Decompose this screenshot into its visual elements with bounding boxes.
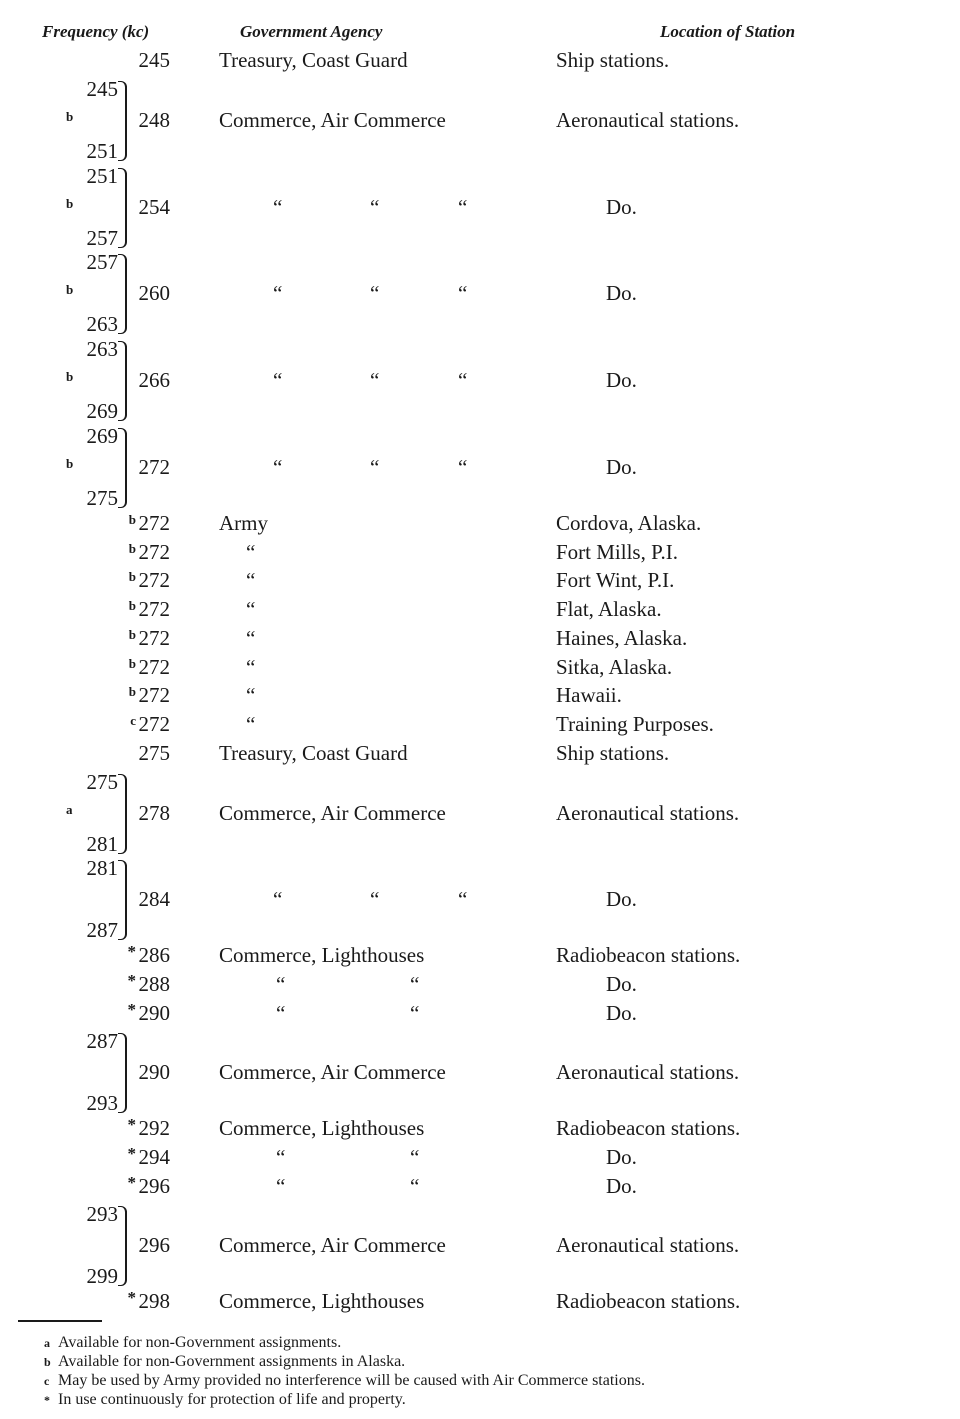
table-row: [0, 540, 960, 569]
footnote-mark: b: [66, 195, 74, 211]
frequency-value: 298: [138, 1289, 170, 1314]
agency-name: Treasury, Coast Guard: [219, 48, 408, 72]
frequency-value: 278: [138, 800, 170, 825]
range-low: 269: [86, 423, 118, 448]
range-row: [0, 770, 960, 856]
ditto-mark: “: [276, 1144, 286, 1169]
ditto-mark: “: [246, 683, 256, 708]
frequency-value: 272: [138, 654, 170, 679]
station-location: Aeronautical stations.: [556, 1233, 740, 1258]
footnote-mark: *: [127, 1143, 136, 1163]
ditto-mark: “: [458, 887, 468, 912]
range-brace: [118, 1206, 127, 1286]
station-location: Sitka, Alaska.: [556, 654, 673, 679]
table-row: [0, 741, 960, 770]
ditto-mark: “: [276, 1173, 286, 1198]
ditto-mark: “: [276, 971, 286, 996]
frequency-value: 296: [138, 1173, 170, 1198]
ditto-mark: “: [273, 368, 283, 393]
table-row: [0, 568, 960, 597]
range-brace: [118, 774, 127, 854]
range-brace: [118, 1033, 127, 1113]
range-low: 257: [86, 250, 118, 275]
frequency-value: 272: [138, 454, 170, 479]
station-location: Flat, Alaska.: [556, 597, 662, 621]
footnote-text: In use continuously for protection of life and property.: [58, 1391, 406, 1408]
ditto-mark: “: [273, 281, 283, 306]
station-location: Do.: [606, 1000, 637, 1025]
footnote-mark: *: [44, 1393, 50, 1407]
agency-name: Commerce, Air Commerce: [219, 1060, 446, 1085]
station-location: Cordova, Alaska.: [556, 510, 702, 535]
agency-name: Commerce, Air Commerce: [219, 107, 446, 132]
frequency-value: 254: [138, 194, 170, 219]
table-row: [0, 655, 960, 684]
station-location: Fort Wint, P.I.: [556, 568, 675, 593]
frequency-value: 260: [138, 281, 170, 306]
range-high: 293: [86, 1091, 118, 1116]
header-location: Location of Station: [660, 22, 796, 41]
table-row: [0, 48, 960, 77]
frequency-value: 290: [138, 1060, 170, 1085]
range-row: [0, 77, 960, 163]
station-location: Do.: [606, 971, 637, 996]
ditto-mark: “: [246, 712, 256, 736]
footnote-mark: *: [127, 1288, 136, 1308]
footnote-mark: b: [66, 455, 74, 471]
table-row: [0, 1145, 960, 1174]
station-location: Do.: [606, 887, 637, 912]
agency-name: Commerce, Lighthouses: [219, 1116, 425, 1141]
frequency-value: 245: [138, 48, 170, 72]
station-location: Radiobeacon stations.: [556, 943, 741, 968]
ditto-mark: “: [273, 887, 283, 912]
station-location: Radiobeacon stations.: [556, 1289, 741, 1314]
ditto-mark: “: [246, 539, 256, 564]
header-agency: Government Agency: [240, 22, 383, 41]
ditto-mark: “: [410, 971, 420, 996]
station-location: Ship stations.: [556, 48, 670, 72]
frequency-value: 272: [138, 510, 170, 535]
ditto-mark: “: [370, 281, 380, 306]
range-brace: [118, 860, 127, 940]
footnote-text: Available for non-Government assignments in Alaska.: [58, 1353, 406, 1370]
header-frequency: Frequency (kc): [42, 22, 150, 41]
footnote-mark: a: [66, 801, 73, 817]
table-row: [0, 712, 960, 741]
frequency-value: 294: [138, 1144, 170, 1169]
range-high: 281: [86, 831, 118, 856]
range-low: 281: [86, 856, 118, 881]
ditto-mark: “: [410, 1173, 420, 1198]
footnote-mark: *: [127, 1115, 136, 1135]
range-high: 257: [86, 225, 118, 250]
footnote-mark: b: [128, 626, 136, 642]
range-row: [0, 337, 960, 423]
footnote-mark: b: [66, 282, 74, 298]
footnote-mark: *: [127, 942, 136, 962]
footnote: [44, 1333, 342, 1353]
agency-name: Commerce, Air Commerce: [219, 1233, 446, 1258]
frequency-value: 272: [138, 597, 170, 621]
station-location: Do.: [606, 281, 637, 306]
range-low: 287: [86, 1029, 118, 1054]
range-row: [0, 164, 960, 250]
range-brace: [118, 428, 127, 508]
station-location: Do.: [606, 368, 637, 393]
frequency-value: 272: [138, 568, 170, 593]
table-row: [0, 1116, 960, 1145]
range-low: 275: [86, 769, 118, 794]
footnote-mark: *: [127, 1172, 136, 1192]
range-row: [0, 1202, 960, 1288]
footnote-mark: b: [66, 108, 74, 124]
ditto-mark: “: [246, 568, 256, 593]
table-row: [0, 597, 960, 626]
footnote-rule: [18, 1320, 102, 1322]
ditto-mark: “: [370, 368, 380, 393]
frequency-value: 272: [138, 683, 170, 708]
range-high: 299: [86, 1264, 118, 1289]
ditto-mark: “: [273, 454, 283, 479]
table-row: [0, 972, 960, 1001]
frequency-value: 248: [138, 107, 170, 132]
footnote-mark: b: [128, 540, 136, 556]
frequency-value: 290: [138, 1000, 170, 1025]
agency-name: Treasury, Coast Guard: [219, 740, 408, 765]
table-row: [0, 683, 960, 712]
range-low: 251: [86, 163, 118, 188]
station-location: Radiobeacon stations.: [556, 1116, 741, 1141]
table-row: [0, 626, 960, 655]
range-high: 263: [86, 312, 118, 337]
footnote-mark: b: [128, 511, 136, 527]
station-location: Do.: [606, 454, 637, 479]
footnote-mark: b: [66, 369, 74, 385]
range-row: [0, 1029, 960, 1115]
footnote: [44, 1352, 406, 1372]
ditto-mark: “: [458, 368, 468, 393]
agency-name: Commerce, Air Commerce: [219, 800, 446, 825]
station-location: Aeronautical stations.: [556, 107, 740, 132]
frequency-value: 286: [138, 943, 170, 968]
table-row: [0, 511, 960, 540]
frequency-value: 275: [138, 740, 170, 765]
station-location: Do.: [606, 1144, 637, 1169]
ditto-mark: “: [370, 454, 380, 479]
frequency-value: 296: [138, 1233, 170, 1258]
frequency-value: 272: [138, 712, 170, 736]
ditto-mark: “: [458, 454, 468, 479]
ditto-mark: “: [246, 625, 256, 650]
ditto-mark: “: [276, 1000, 286, 1025]
footnote-mark: b: [128, 598, 136, 613]
range-row: [0, 424, 960, 510]
agency-name: Commerce, Lighthouses: [219, 943, 425, 968]
table-row: [0, 1289, 960, 1318]
station-location: Ship stations.: [556, 740, 670, 765]
ditto-mark: “: [246, 597, 256, 621]
range-low: 245: [86, 76, 118, 101]
ditto-mark: “: [246, 654, 256, 679]
footnote: [44, 1371, 645, 1391]
range-high: 251: [86, 138, 118, 163]
frequency-value: 272: [138, 625, 170, 650]
table-row: [0, 1174, 960, 1203]
station-location: Training Purposes.: [556, 712, 714, 736]
ditto-mark: “: [410, 1144, 420, 1169]
station-location: Fort Mills, P.I.: [556, 539, 678, 564]
footnote-mark: b: [44, 1355, 51, 1369]
range-low: 293: [86, 1202, 118, 1227]
frequency-value: 288: [138, 971, 170, 996]
table-row: [0, 943, 960, 972]
agency-name: Army: [219, 510, 268, 535]
range-low: 263: [86, 337, 118, 362]
footnote-mark: b: [128, 655, 136, 671]
station-location: Do.: [606, 194, 637, 219]
footnote-mark: *: [127, 999, 136, 1019]
frequency-value: 284: [138, 887, 170, 912]
ditto-mark: “: [273, 194, 283, 219]
ditto-mark: “: [370, 887, 380, 912]
footnote-text: May be used by Army provided no interference will be caused with Air Commerce stations.: [58, 1372, 645, 1389]
station-location: Aeronautical stations.: [556, 1060, 740, 1085]
footnote-mark: *: [127, 970, 136, 990]
table-row: [0, 1001, 960, 1030]
range-brace: [118, 254, 127, 334]
footnote-mark: b: [128, 684, 136, 700]
range-high: 275: [86, 485, 118, 510]
station-location: Hawaii.: [556, 683, 622, 708]
station-location: Aeronautical stations.: [556, 800, 740, 825]
range-high: 287: [86, 918, 118, 943]
range-brace: [118, 81, 127, 161]
range-high: 269: [86, 399, 118, 424]
ditto-mark: “: [458, 194, 468, 219]
range-brace: [118, 341, 127, 421]
footnote-mark: c: [130, 713, 136, 728]
footnote-mark: c: [44, 1374, 50, 1388]
footnote: [44, 1390, 406, 1410]
station-location: Do.: [606, 1173, 637, 1198]
footnote-text: Available for non-Government assignments.: [58, 1334, 342, 1351]
frequency-value: 266: [138, 368, 170, 393]
agency-name: Commerce, Lighthouses: [219, 1289, 425, 1314]
frequency-value: 292: [138, 1116, 170, 1141]
ditto-mark: “: [370, 194, 380, 219]
station-location: Haines, Alaska.: [556, 625, 688, 650]
frequency-value: 272: [138, 539, 170, 564]
ditto-mark: “: [410, 1000, 420, 1025]
footnote-mark: b: [128, 569, 136, 585]
range-brace: [118, 168, 127, 248]
ditto-mark: “: [458, 281, 468, 306]
range-row: [0, 250, 960, 336]
footnote-mark: a: [44, 1336, 50, 1350]
range-row: [0, 856, 960, 942]
